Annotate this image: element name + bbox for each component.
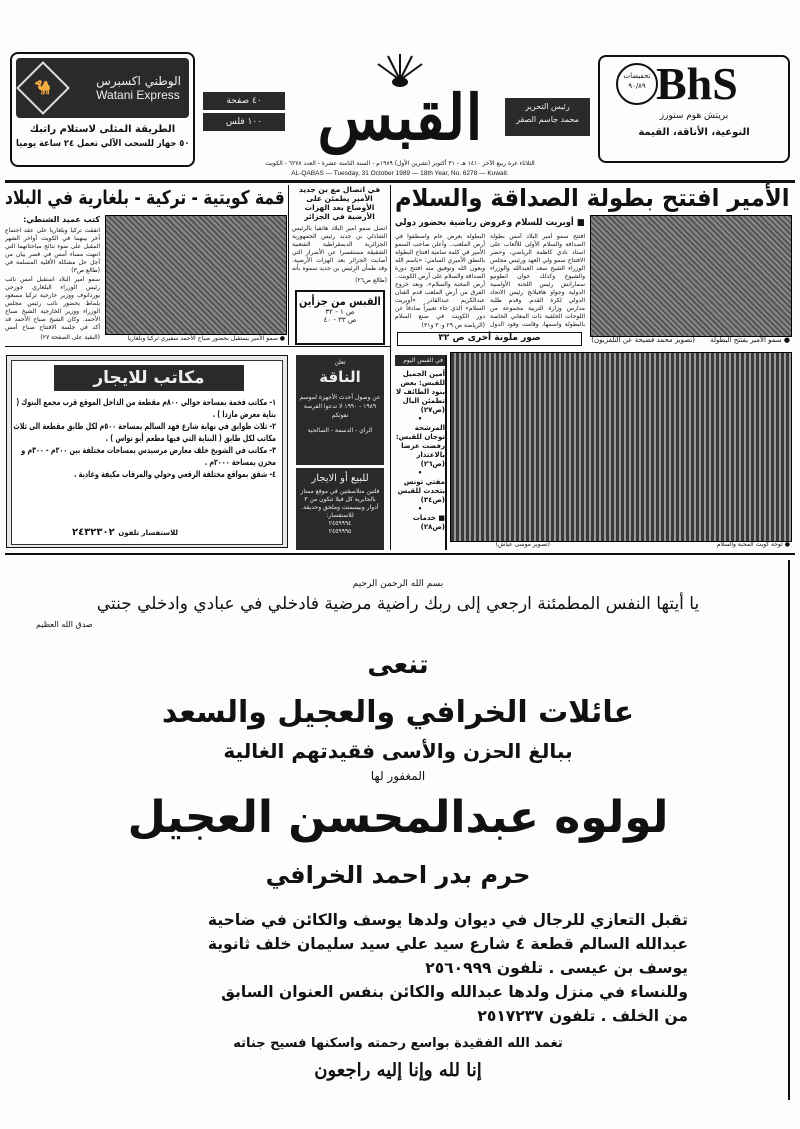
main-ref: (الرياضة ص ٢٩ و٣٠ و٣١) (421, 322, 485, 329)
offices-items (11, 397, 276, 481)
today-item-text: أمين الجميل للقبس: بعض بنود الطائف لا تطمئن البال (396, 370, 445, 405)
bhs-name-wrap (610, 111, 778, 121)
late-label: المغفور لها (370, 769, 426, 783)
today-item-ref: (ص٣٤) (420, 496, 445, 504)
today-item[interactable] (395, 370, 445, 415)
sale-title: للبيع أو الايجار (311, 473, 369, 484)
stadium-credit: (تصوير موسى عياش) (495, 541, 550, 548)
summit-body: اتفقت تركيا وبلغاريا على عقد اجتماع آخر بينهما في الكويت أواخر الشهر المقبل على ضوء نتائج مباحثاتهما التي انتهت مساء أمس في قصر بيان من أجل حل مشكلة الأقلية المسلمة في (5, 227, 100, 266)
watani-line2: ٥٠ جهاز للسحب الآلي تعمل ٢٤ ساعة يوميا (15, 139, 189, 149)
summit-byline-wrap (5, 215, 100, 225)
bhs-logo: BhS (656, 58, 738, 109)
spouse-wrap (8, 858, 788, 892)
date-line-arabic: الثلاثاء غرة ربيع الآخر ١٤١٠ هـ - ٣١ أكتوبر (تشرين الأول) ١٩٨٩م - السنة الثامنة عشرة - العدد ٦٢٧٨ - الكويت (265, 160, 535, 167)
bhs-slogan-wrap (610, 127, 778, 138)
deceased-name-wrap (8, 788, 788, 848)
today-item-ref: (ص٢٨) (420, 523, 445, 531)
closing-verse: إنا لله وإنا إليه راجعون (314, 1060, 482, 1081)
grief-line: ببالغ الحزن والأسى فقيدتهم الغالية (223, 739, 573, 763)
editor-box (505, 98, 590, 136)
quran-verse-wrap (28, 592, 768, 616)
quran-verse: يا أيتها النفس المطمئنة ارجعي إلى ربك راضية مرضية فادخلي في عبادي وادخلي جنتي (96, 594, 700, 614)
watani-banner (16, 58, 189, 118)
sale-title-wrap (298, 470, 382, 488)
summit-ref1: (طالع ص٣) (71, 267, 100, 274)
summit-photo (105, 215, 287, 335)
today-item[interactable] (395, 424, 445, 469)
promo-title-wrap (299, 295, 381, 308)
contact-label: للاستفسار تلفون (118, 529, 179, 537)
office-item: ٤- شقق بمواقع مختلفة الرقعي وحولي والمرقاب مكيفة وعادية . (73, 470, 276, 480)
naqa-top: تعلن (334, 359, 346, 366)
sale-rent-ad (296, 468, 384, 550)
summit-ref2: (البقية على الصفحة ٢٧) (40, 334, 100, 341)
condolence-line: يوسف بن عيسى . تلفون ٢٥٦٠٩٩٩ (425, 959, 688, 977)
sale-phone2: ٢٤٥٩٩٩٥ (328, 528, 352, 535)
today-header-wrap (395, 355, 445, 366)
main-body-col1: افتتح سمو أمير البلاد أمس بطولة الصداقة والسلام الأولى للألعاب على استاد نادي كاظمة الرياضي، وحضر الافتتاح سمو ولي العهد ورئيس مجلس الوزراء الشيخ سعد العبدالله والوزراء والشيوخ وكذلك خوان انطونيو سمارانش رئيس اللجنة الأولمبية الدولية وجواو هافيلانج رئيس الاتحاد الدولي لكرة القدم. وقدم طلبة مدارس وزارة التربية مجموعة من اللوحات الخلفية ذات المعاني الخاصة بالبطولة واسمها، وقامت وفود الدول (490, 233, 585, 328)
offices-contact (72, 526, 178, 540)
stadium-photo (450, 352, 792, 542)
date-line-english: AL-QABAS — Tuesday, 31 October 1989 — 18th Year, No. 6278 — Kuwait. (291, 170, 509, 177)
emir-opening-photo (590, 215, 792, 337)
main-subhead-wrap (395, 217, 585, 229)
main-subhead: ■ أوبريت للسلام وعروض رياضية بحضور دولي (395, 218, 585, 228)
editor-name-wrap (505, 115, 590, 124)
today-item[interactable] (395, 514, 445, 532)
prayer-wrap (8, 1034, 788, 1054)
announce: تنعى (367, 650, 429, 680)
summit-headline: قمة كويتية - تركية - بلغارية في البلاد (5, 187, 285, 209)
offices-for-rent-ad (6, 355, 288, 548)
today-item-ref: (ص٢٧) (420, 406, 445, 414)
date-line-arabic-wrap (200, 160, 600, 168)
grief-wrap (8, 738, 788, 764)
main-headline-wrap (395, 182, 790, 214)
office-item: ٣- مكاتب في الشويخ خلف معارض مرسيدس بمساحات مختلفة بين ٢٠٠م - ٣٠٠م و مخزن بمساحة ٢٠٠٠م . (21, 446, 276, 468)
sale-badge: تخفيضات ٩٠/٨٩ (616, 63, 658, 105)
more-photos-label: صور ملونة أخرى ص ٣٢ (438, 333, 541, 343)
stadium-caption-wrap (690, 541, 790, 549)
editor-name: محمد جاسم الصقر (516, 115, 579, 124)
families-wrap (8, 693, 788, 733)
price: ١٠٠ فلس (203, 113, 285, 131)
main-ref-wrap (395, 322, 485, 330)
bhs-name-ar: بريتش هوم ستورز (659, 111, 729, 121)
section-rule (5, 553, 795, 555)
bhs-slogan: النوعية، الأناقة، القيمة (638, 127, 750, 138)
summit-headline-wrap (5, 184, 285, 213)
main-headline: الأمير افتتح بطولة الصداقة والسلام (395, 184, 790, 212)
emir-credit-wrap (590, 336, 695, 345)
offices-phone: ٢٤٣٢٣٠٢ (72, 527, 115, 538)
emir-photo-caption: ● سمو الأمير يفتتح البطولة (710, 336, 790, 344)
today-item-text: ■ خدمات (412, 514, 445, 522)
naqa-text: عن وصول أحدث الأجهزة لموسم ١٩٨٩ - ١٩٩٠ لا تدعوا الفرصة تفوتكم (299, 394, 381, 419)
obituary-notice (8, 560, 790, 1100)
promo-title: القبس من جزأين (299, 295, 381, 308)
deceased-name: لولوه عبدالمحسن العجيل (127, 792, 669, 843)
condolence-line: تقبل التعازي للرجال في ديوان ولدها يوسف والكائن في ضاحية (207, 911, 688, 929)
condolence-line: عبدالله السالم قطعة ٤ شارع سيد علي سيد سليمان خلف ثانوية (207, 935, 688, 953)
algeria-ref: (طالع ص٢٦) (355, 277, 387, 284)
column-divider (288, 185, 289, 345)
watani-express-ad (10, 52, 195, 167)
promo-line2: ص ٣٣ - ٤٠ (323, 316, 357, 324)
prayer-line: تغمد الله الفقيدة بواسع رحمته واسكنها فسيح جناته (233, 1036, 563, 1051)
today-item-ref: (ص٢٦) (420, 460, 445, 468)
today-header: في القبس اليوم (403, 357, 443, 364)
today-item-text: المرشحة توجان للقبس: رفضت عرضا بالاعتذار (395, 424, 445, 459)
section-rule (5, 346, 390, 347)
page-count: ٤٠ صفحة (203, 92, 285, 110)
editor-label: رئيس التحرير (525, 102, 570, 111)
verse-end: صدق الله العظيم (36, 620, 93, 629)
today-item-text: مفتي تونس يتحدث للقبس (397, 478, 445, 495)
spouse-line: حرم بدر احمد الخرافي (265, 861, 531, 889)
condolence-block (108, 908, 688, 1028)
families: عائلات الخرافي والعجيل والسعد (161, 695, 635, 730)
naqa-logo: الناقة (319, 368, 361, 386)
newspaper-logo: القبس (317, 81, 483, 154)
condolence-line: وللنساء في منزل ولدها عبدالله والكائن بنفس العنوان السابق (221, 983, 688, 1001)
sale-text: فلتين متلاصقتين في موقع ممتاز بالجابرية كل فيلا تتكون من ٣ أدوار وبيسمنت وملحق وحديقة. للاستفسار: (300, 488, 380, 519)
bhs-ad (598, 55, 790, 163)
summit-byline: كتب عميد الشنطي: (23, 215, 100, 224)
summit-body2: سمو أمير البلاد استقبل أمس نائب رئيس الوزراء البلغاري جورجي يوردانوف ووزير خارجية تركيا مسعود يلماظ بحضور نائب رئيس مجلس الوزراء ووزير الخارجية الشيخ صباح الأحمد. وكان الشيخ صباح الأحمد قد أكد في جلسة الافتتاح صباح أمس (5, 276, 100, 331)
watani-line2-wrap (16, 139, 189, 149)
office-item: ٢- ثلاث طوابق في نهاية شارع فهد السالم بمساحة ٥٠٠م لكل طابق مقطعة الى ثلاث مكاتب لكل طابق ( البناية التي فيها مطعم أبو نواس ) . (13, 422, 276, 444)
watani-line1-wrap (16, 124, 189, 135)
closing-wrap (8, 1058, 788, 1084)
emir-caption-wrap (700, 336, 790, 345)
naqa-ad (296, 355, 384, 465)
algeria-body: اتصل سمو أمير البلاد هاتفيا بالرئيس الشاذلي بن جديد رئيس الجمهورية الجزائرية الديمقراطية الشعبية الشقيقة مستفسرا عن الأضرار التي أصابت الجزائر بعد الهزات الأرضية. وقد طمأن الرئيس بن جديد سموه بأنه (292, 225, 387, 272)
emir-photo-credit: (تصوير محمد فضيحة عن التلفزيون) (591, 336, 695, 344)
condolence-line: من الخلف . تلفون ٢٥١٧٢٣٧ (477, 1007, 688, 1025)
watani-line1: الطريقة المثلى لاستلام راتبك (29, 124, 176, 135)
main-body-col2: البطولة بعرض عام واصطفوا في أرض الملعب.. وأعلن صاحب السمو الأمير في كلمة سامية افتتاح البطولة بالنطق الأميري السامي: «باسم الله وبعون الله وتوفيق منه افتتح دورة الصداقة والسلام على أرض الكويت.. أرض المحبة والسلام». وبعد خروج الفرق من أرض الملعب قدم الفنان عبدالكريم عبدالقادر «أوبريت السلام» الذي جاء تعبيراً صادقاً عن دور الكويت في صنع السلام (395, 233, 485, 320)
offices-title: مكاتب للايجار (54, 365, 244, 391)
stadium-caption: ● لوحة كويت المحبة والسلام (716, 541, 790, 548)
date-line-english-wrap (200, 169, 600, 178)
basmala: بسم الله الرحمن الرحيم (352, 579, 444, 589)
watani-name-en: Watani Express (96, 88, 180, 102)
stadium-credit-wrap (450, 541, 550, 549)
column-divider (390, 185, 391, 550)
office-item: ١- مكاتب فخمة بمساحة حوالي ٨٠٠م مقطعة من الداخل الموقع قرب مجمع البنوك ( بناية معرض مازدا ) . (16, 398, 276, 420)
watani-name-ar: الوطني اكسبرس (96, 74, 181, 88)
camel-logo-icon: 🐪 (16, 61, 70, 115)
summit-caption-wrap (105, 335, 285, 343)
summit-photo-caption: ● سمو الأمير يستقبل بحضور صباح الأحمد سفيري تركيا وبلغاريا (127, 335, 285, 342)
today-sidebar: في القبس اليوم أمين الجميل للقبس: بعض بنود الطائف لا تطمئن البال (ص٢٧) • المرشحة توجان للقبس: رفضت عرضا بالاعتذار (ص٢٦) • مفتي تونس يتحدث للقبس (ص٣٤) • ■ خدمات (ص٢٨) (395, 355, 447, 550)
algeria-headline: في اتصال مع بن جديد الأمير يطمئن على الأوضاع بعد الهزات الأرضية في الجزائر (298, 185, 381, 221)
promo-line1: ص ١ - ٣٢ (325, 308, 355, 316)
more-photos-box[interactable] (397, 332, 582, 346)
sale-phone1: ٢٤٥٩٩٩٤ (328, 520, 352, 527)
naqa-branches: الراي - الدسمة - الصالحية (307, 427, 373, 434)
two-parts-promo (295, 290, 385, 345)
today-item[interactable] (395, 478, 445, 505)
